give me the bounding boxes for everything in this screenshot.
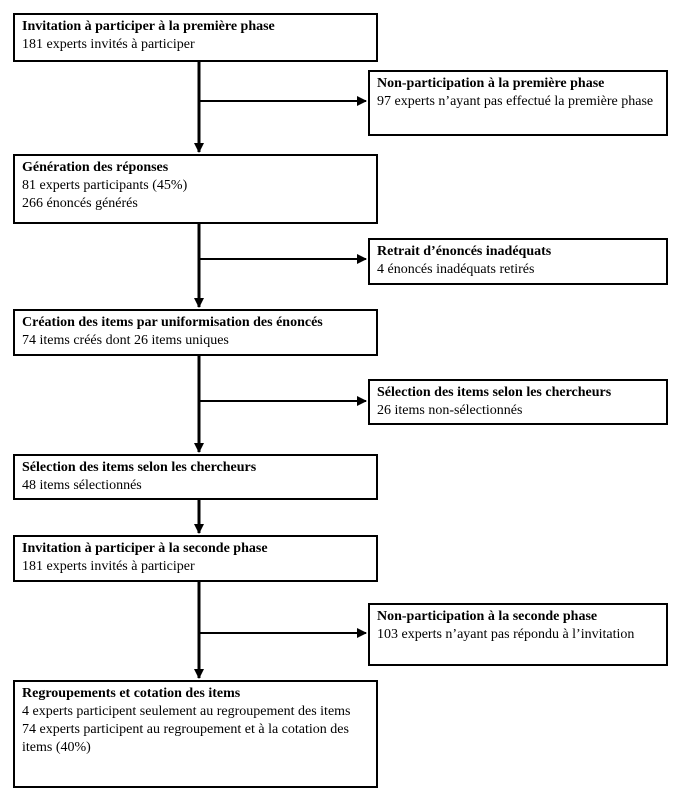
- side-step-2: [368, 238, 668, 285]
- side-step-4: [368, 603, 668, 666]
- side-step-1-title: Non-participation à la première phase: [377, 76, 605, 91]
- main-step-1: [13, 13, 378, 62]
- main-step-6: [13, 680, 378, 788]
- side-step-1-line-1: 97 experts n’ayant pas effectué la première phase: [377, 94, 654, 109]
- side-step-3-line-1: 26 items non-sélectionnés: [377, 403, 523, 418]
- main-step-2-line-2: 266 énoncés générés: [22, 196, 138, 211]
- side-step-1: [368, 70, 668, 136]
- main-step-3-line-1: 74 items créés dont 26 items uniques: [22, 333, 229, 348]
- main-step-4: [13, 454, 378, 500]
- main-step-3: [13, 309, 378, 356]
- main-step-5-title: Invitation à participer à la seconde phase: [22, 541, 268, 556]
- main-step-4-line-1: 48 items sélectionnés: [22, 478, 142, 493]
- main-step-6-line-2: 74 experts participent au regroupement et à la cotation des items (40%): [22, 722, 349, 755]
- main-step-1-line-1: 181 experts invités à participer: [22, 37, 195, 52]
- main-step-3-title: Création des items par uniformisation des énoncés: [22, 315, 323, 330]
- side-step-3-title: Sélection des items selon les chercheurs: [377, 385, 612, 400]
- main-step-2: [13, 154, 378, 224]
- main-step-1-title: Invitation à participer à la première phase: [22, 19, 275, 34]
- main-step-5: [13, 535, 378, 582]
- main-step-6-title: Regroupements et cotation des items: [22, 686, 241, 701]
- side-step-4-title: Non-participation à la seconde phase: [377, 609, 598, 624]
- side-step-3: [368, 379, 668, 425]
- side-step-2-title: Retrait d’énoncés inadéquats: [377, 244, 552, 259]
- main-step-4-title: Sélection des items selon les chercheurs: [22, 460, 257, 475]
- side-step-4-line-1: 103 experts n’ayant pas répondu à l’invitation: [377, 627, 635, 642]
- side-step-2-line-1: 4 énoncés inadéquats retirés: [377, 262, 535, 277]
- main-step-6-line-1: 4 experts participent seulement au regroupement des items: [22, 704, 351, 719]
- main-step-5-line-1: 181 experts invités à participer: [22, 559, 195, 574]
- main-step-2-line-1: 81 experts participants (45%): [22, 178, 188, 193]
- main-step-2-title: Génération des réponses: [22, 160, 169, 175]
